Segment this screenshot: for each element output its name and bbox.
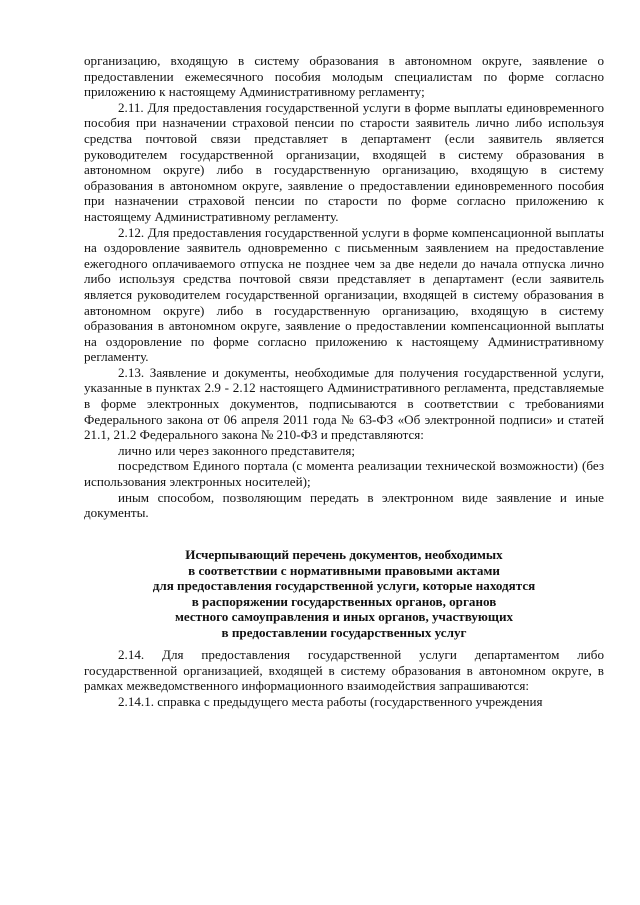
list-item-other-method: иным способом, позволяющим передать в электронном виде заявление и иные документы.: [84, 489, 604, 521]
heading-line: в распоряжении государственных органов, органов: [191, 593, 497, 609]
paragraph-2-14-1: 2.14.1. справка с предыдущего места работы (государственного учреждения: [118, 693, 543, 709]
paragraph-2-12: 2.12. Для предоставления государственной услуги в форме компенсационной выплаты на оздоровление заявитель одновременно с письменным заявлением на предоставление ежегодного оплачиваемого отпуска не позднее чем за две недели до начала отпуска лично либо используя средства почтовой связи представляет в департамент (если заявитель является руководителем государственной организации, входящей в систему образования в автономном округе) либо в государственную организацию, входящую в систему образования в автономном округе, заявление о предоставлении компенсационной выплаты на оздоровление по форме согласно приложению к настоящему Административному регламенту.: [84, 224, 604, 365]
paragraph-2-11: 2.11. Для предоставления государственной услуги в форме выплаты единовременного пособия при назначении страховой пенсии по старости заявитель лично либо используя средства почтовой связи представляет в департамент (если заявитель является руководителем государственной организации, входящей в систему образования в автономном округе) либо в государственную организацию, входящую в систему образования в автономном округе, заявление о предоставлении единовременного пособия при назначении страховой пенсии по старости по форме согласно приложению к настоящему Административному регламенту.: [84, 99, 604, 224]
heading-line: для предоставления государственной услуги, которые находятся: [152, 578, 536, 594]
paragraph-2-13: 2.13. Заявление и документы, необходимые для получения государственной услуги, указанные в пунктах 2.9 - 2.12 настоящего Административного регламента, представляемые в форме электронных документов, подписываются в соответствии с требованиями Федерального закона от 06 апреля 2011 года № 63-ФЗ «Об электронной подписи» и статей 21.1, 21.2 Федерального закона № 210-ФЗ и представляются:: [84, 364, 604, 443]
heading-line: в соответствии с нормативными правовыми актами: [188, 562, 500, 578]
heading-line: местного самоуправления и иных органов, участвующих: [174, 609, 514, 625]
heading-line: Исчерпывающий перечень документов, необходимых: [185, 547, 503, 562]
heading-line: в предоставлении государственных услуг: [221, 624, 467, 640]
paragraph-2-14: 2.14. Для предоставления государственной услуги департаментом либо государственной организацией, входящей в систему образования в автономном округе, в рамках межведомственного информационного взаимодействия запрашиваются:: [84, 647, 604, 694]
document-body-top: [84, 53, 604, 521]
section-heading: [84, 547, 604, 641]
paragraph-continuation: организацию, входящую в систему образования в автономном округе, заявление о предоставлении ежемесячного пособия молодым специалистам по форме согласно приложению к настоящему Административному регламенту;: [84, 53, 604, 100]
list-item-portal: посредством Единого портала (с момента реализации технической возможности) (без использования электронных носителей);: [84, 458, 604, 490]
list-item-in-person: лично или через законного представителя;: [118, 442, 356, 458]
document-body-bottom: [84, 647, 604, 709]
